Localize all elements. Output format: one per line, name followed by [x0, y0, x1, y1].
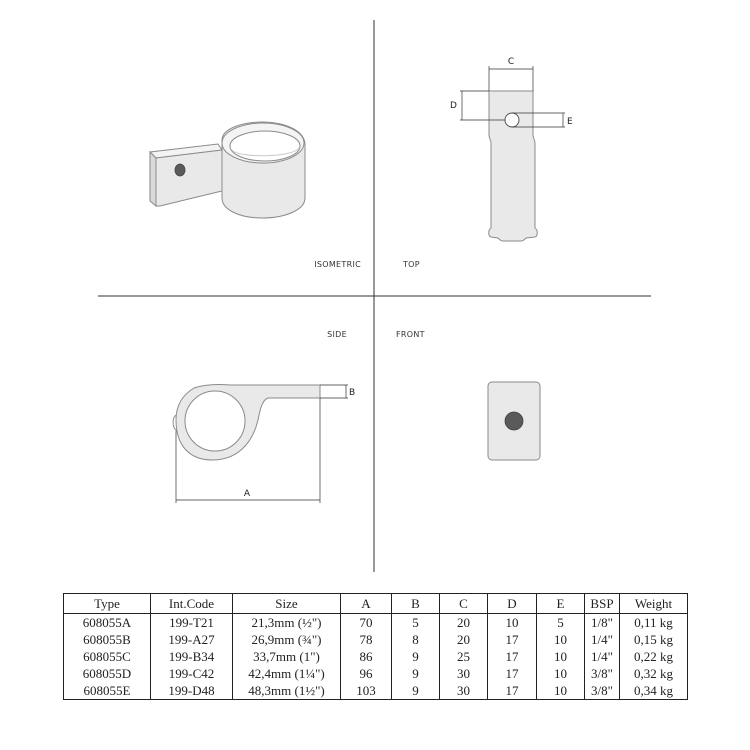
- side-view-bore: [185, 391, 245, 451]
- cell-b: 5: [392, 614, 440, 632]
- top-view-hole: [505, 113, 519, 127]
- cell-e: 5: [537, 614, 585, 632]
- table-row: [64, 665, 688, 682]
- top-view: [460, 66, 565, 241]
- column-header-size: Size: [233, 594, 341, 614]
- cell-size: 33,7mm (1"): [233, 648, 341, 665]
- column-header-bsp: BSP: [585, 594, 620, 614]
- column-header-b: B: [392, 594, 440, 614]
- cell-int-code: 199-D48: [151, 682, 233, 700]
- cell-b: 8: [392, 631, 440, 648]
- cell-weight: 0,11 kg: [620, 614, 688, 632]
- cell-weight: 0,15 kg: [620, 631, 688, 648]
- table-row: [64, 682, 688, 700]
- cell-type: 608055A: [64, 614, 151, 632]
- cell-bsp: 3/8": [585, 665, 620, 682]
- cell-bsp: 3/8": [585, 682, 620, 700]
- cell-bsp: 1/4": [585, 631, 620, 648]
- cell-bsp: 1/4": [585, 648, 620, 665]
- column-header-d: D: [488, 594, 537, 614]
- cell-d: 17: [488, 631, 537, 648]
- cell-e: 10: [537, 682, 585, 700]
- cell-e: 10: [537, 648, 585, 665]
- cell-size: 26,9mm (¾"): [233, 631, 341, 648]
- cell-size: 21,3mm (½"): [233, 614, 341, 632]
- cell-size: 42,4mm (1¼"): [233, 665, 341, 682]
- table-row: [64, 631, 688, 648]
- cell-d: 17: [488, 682, 537, 700]
- cell-d: 10: [488, 614, 537, 632]
- column-header-weight: Weight: [620, 594, 688, 614]
- isometric-label: ISOMETRIC: [314, 260, 361, 269]
- cell-type: 608055D: [64, 665, 151, 682]
- cell-c: 20: [440, 631, 488, 648]
- dimension-c-label: C: [507, 57, 515, 67]
- cell-c: 20: [440, 614, 488, 632]
- specification-table: [63, 593, 688, 700]
- cell-weight: 0,34 kg: [620, 682, 688, 700]
- dimension-e-label: E: [567, 117, 573, 127]
- cell-b: 9: [392, 648, 440, 665]
- cell-type: 608055E: [64, 682, 151, 700]
- cell-c: 25: [440, 648, 488, 665]
- cell-a: 103: [341, 682, 392, 700]
- dimension-d-label: D: [450, 101, 457, 111]
- cell-b: 9: [392, 682, 440, 700]
- cell-type: 608055C: [64, 648, 151, 665]
- side-label: SIDE: [327, 330, 347, 339]
- cell-weight: 0,22 kg: [620, 648, 688, 665]
- column-header-a: A: [341, 594, 392, 614]
- cell-weight: 0,32 kg: [620, 665, 688, 682]
- cell-size: 48,3mm (1½"): [233, 682, 341, 700]
- top-label: TOP: [403, 260, 420, 269]
- cell-type: 608055B: [64, 631, 151, 648]
- cell-a: 70: [341, 614, 392, 632]
- isometric-view: [150, 122, 305, 218]
- cell-d: 17: [488, 648, 537, 665]
- front-label: FRONT: [396, 330, 425, 339]
- cell-int-code: 199-B34: [151, 648, 233, 665]
- column-header-int-code: Int.Code: [151, 594, 233, 614]
- dimension-a-label: A: [243, 489, 251, 499]
- cell-a: 96: [341, 665, 392, 682]
- cell-c: 30: [440, 665, 488, 682]
- column-header-e: E: [537, 594, 585, 614]
- dimension-b-label: B: [349, 388, 356, 398]
- side-view: [173, 384, 348, 503]
- cell-c: 30: [440, 682, 488, 700]
- cell-e: 10: [537, 665, 585, 682]
- cell-b: 9: [392, 665, 440, 682]
- cell-e: 10: [537, 631, 585, 648]
- column-header-type: Type: [64, 594, 151, 614]
- cell-a: 86: [341, 648, 392, 665]
- column-header-c: C: [440, 594, 488, 614]
- front-view: [488, 382, 540, 460]
- cell-a: 78: [341, 631, 392, 648]
- set-screw-hole: [175, 164, 185, 176]
- front-view-hole: [505, 412, 523, 430]
- cell-int-code: 199-T21: [151, 614, 233, 632]
- table-row: [64, 648, 688, 665]
- cell-int-code: 199-A27: [151, 631, 233, 648]
- cell-int-code: 199-C42: [151, 665, 233, 682]
- cell-bsp: 1/8": [585, 614, 620, 632]
- table-header-row: [64, 594, 688, 614]
- table-row: [64, 614, 688, 632]
- cell-d: 17: [488, 665, 537, 682]
